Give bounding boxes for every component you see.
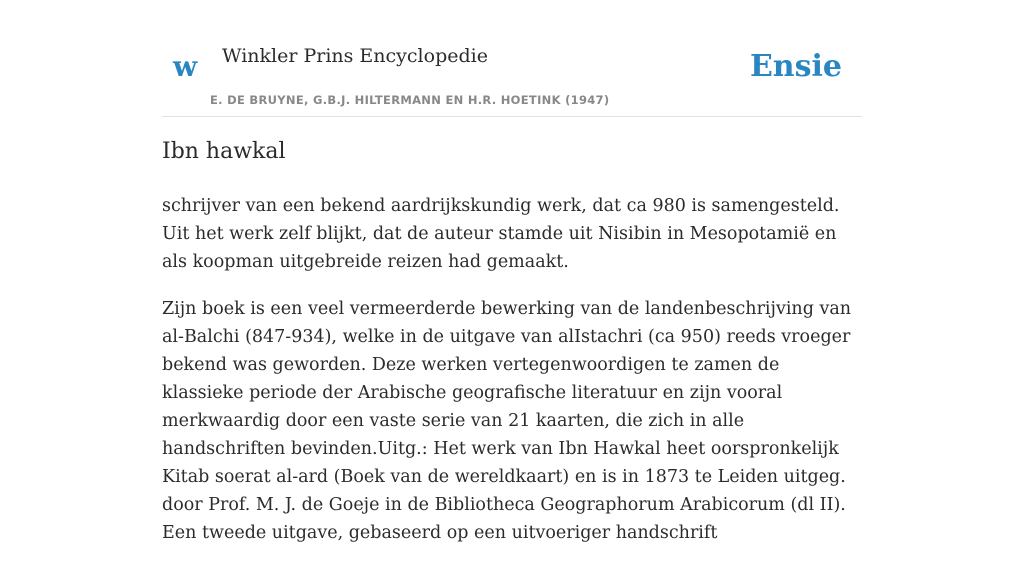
site-header: [162, 0, 862, 117]
entry-body: [162, 192, 862, 566]
entry-title: Ibn hawkal: [162, 139, 286, 164]
publication-logo[interactable]: w: [173, 50, 198, 83]
entry-paragraph: schrijver van een bekend aardrijkskundig werk, dat ca 980 is samengesteld. Uit het werk zelf blijkt, dat de auteur stamde uit Nisibin in Mesopotamië en als koopman uitgebreide reizen had gemaakt.: [162, 196, 840, 272]
entry-paragraph: Zijn boek is een veel vermeerderde bewerking van de landenbeschrijving van al-Balchi (847-934), welke in de uitgave van alIstachri (ca 950) reeds vroeger bekend was geworden. Deze werken vertegenwoordigen te zamen de klassieke periode der Arabische geografische literatuur en zijn vooral merkwaardig door een vaste serie van 21 kaarten, die zich in alle handschriften bevinden.Uitg.: Het werk van Ibn Hawkal heet oorspronkelijk Kitab soerat al-ard (Boek van de wereldkaart) en is in 1873 te Leiden uitgeg. door Prof. M. J. de Goeje in de Bibliotheca Geographorum Arabicorum (dl II). Een tweede uitgave, gebaseerd op een uitvoeriger handschrift: [162, 299, 852, 543]
publication-title[interactable]: Winkler Prins Encyclopedie: [222, 45, 488, 67]
publication-authors: E. DE BRUYNE, G.B.J. HILTERMANN EN H.R. HOETINK (1947): [210, 93, 610, 107]
brand-logo[interactable]: Ensie: [749, 49, 842, 84]
